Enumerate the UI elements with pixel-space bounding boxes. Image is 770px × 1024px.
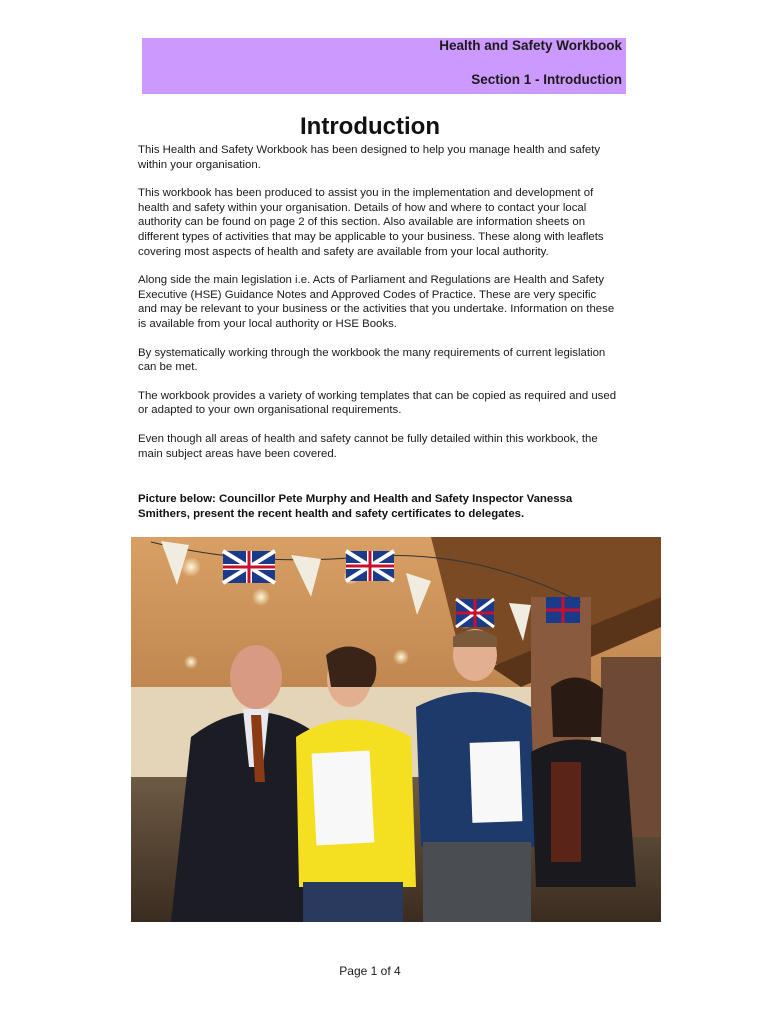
page-title: Introduction <box>300 113 440 140</box>
paragraph: This workbook has been produced to assist you in the implementation and development of health and safety within your organisation. Details of how and where to contact your local authority can be found on page 2 of this section. Also available are information sheets on different types of activities that may be applicable to your business. These along with leaflets covering most aspects of health and safety are available from your local authority. <box>138 187 604 258</box>
paragraph: Even though all areas of health and safety cannot be fully detailed within this workbook, the main subject areas have been covered. <box>138 432 598 460</box>
header-band <box>142 38 626 94</box>
paragraph: Along side the main legislation i.e. Acts of Parliament and Regulations are Health and Safety Executive (HSE) Guidance Notes and Approved Codes of Practice. These are very specific and may be relevant to your business or the activities that you undertake. Information on these is available from your local authority or HSE Books. <box>138 274 615 330</box>
header-section: Section 1 - Introduction <box>471 72 622 87</box>
paragraph: This Health and Safety Workbook has been designed to help you manage health and safety within your organisation. <box>138 144 601 171</box>
body-text <box>138 143 618 475</box>
certificate-presentation-photo <box>131 537 661 922</box>
page-number: Page 1 of 4 <box>339 964 401 978</box>
photo-caption: Picture below: Councillor Pete Murphy and Health and Safety Inspector Vanessa Smithers, present the recent health and safety certificates to delegates. <box>138 493 573 520</box>
header-title: Health and Safety Workbook <box>439 38 622 53</box>
paragraph: The workbook provides a variety of working templates that can be copied as required and used or adapted to your own organisational requirements. <box>138 389 617 417</box>
paragraph: By systematically working through the workbook the many requirements of current legislation can be met. <box>138 346 606 374</box>
